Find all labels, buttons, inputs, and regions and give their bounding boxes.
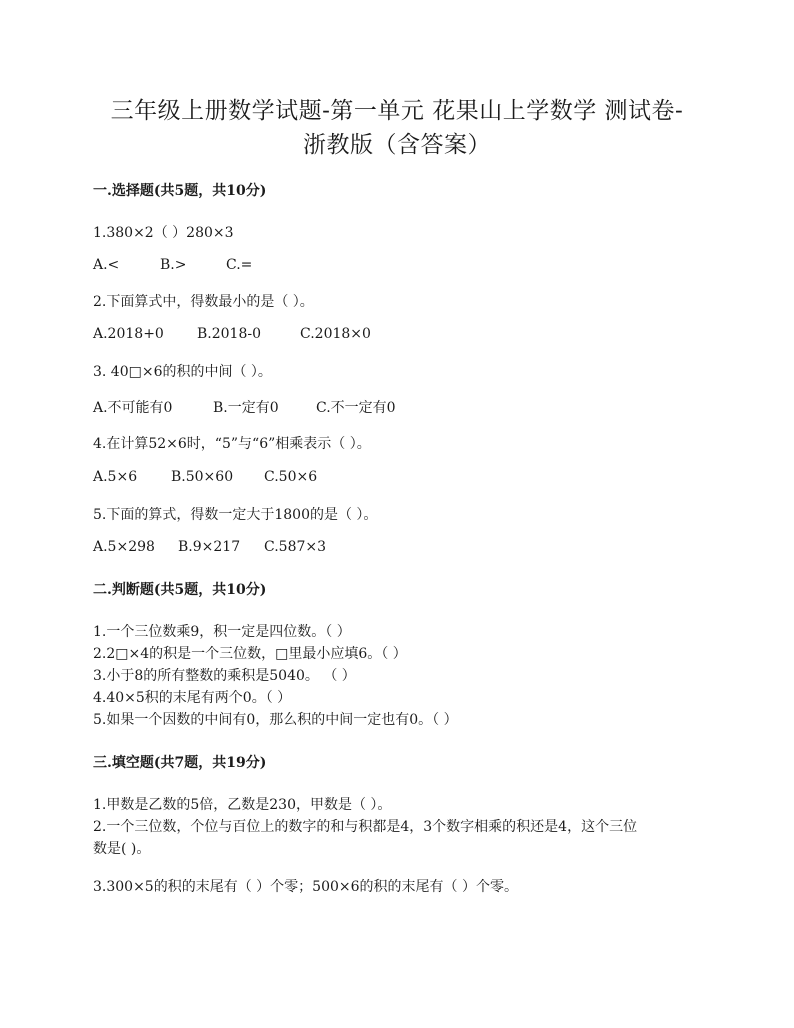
judgement-item: 1.一个三位数乘9，积一定是四位数。（ ） <box>93 624 351 640</box>
option-b: B.一定有0 <box>213 400 279 416</box>
section-heading-choice: 一.选择题(共5题，共10分) <box>93 183 267 199</box>
option-c: C.587×3 <box>264 539 327 555</box>
option-b: B.50×60 <box>171 469 234 485</box>
fill-blank-item: 2.一个三位数，个位与百位上的数字的和与积都是4，3个数字相乘的积还是4，这个三位 <box>93 819 638 835</box>
judgement-item: 4.40×5积的末尾有两个0。（ ） <box>93 690 292 706</box>
judgement-item: 5.如果一个因数的中间有0，那么积的中间一定也有0。（ ） <box>93 712 458 728</box>
document-title-line-2: 浙教版（含答案） <box>303 132 491 158</box>
judgement-item: 3.小于8的所有整数的乘积是5040。 （ ） <box>93 668 356 684</box>
option-b: B.> <box>160 257 187 273</box>
judgement-item: 2.2□×4的积是一个三位数，□里最小应填6。（ ） <box>93 646 407 662</box>
option-a: A.< <box>93 257 120 273</box>
section-heading-judgement: 二.判断题(共5题，共10分) <box>93 582 267 598</box>
option-b: B.2018-0 <box>197 326 262 342</box>
option-a: A.5×298 <box>93 539 155 555</box>
question-stem: 4.在计算52×6时，“5”与“6”相乘表示（ ）。 <box>93 436 371 452</box>
section-heading-fill-blank: 三.填空题(共7题，共19分) <box>93 755 267 771</box>
option-c: C.50×6 <box>264 469 318 485</box>
question-stem: 2.下面算式中，得数最小的是（ ）。 <box>93 294 314 310</box>
fill-blank-item-continued: 数是( )。 <box>93 841 151 857</box>
option-b: B.9×217 <box>178 539 241 555</box>
question-stem: 1.380×2（ ）280×3 <box>93 225 234 241</box>
option-a: A.不可能有0 <box>93 400 173 416</box>
question-stem: 5.下面的算式，得数一定大于1800的是（ ）。 <box>93 507 378 523</box>
document-title-line-1: 三年级上册数学试题-第一单元 花果山上学数学 测试卷- <box>110 98 684 124</box>
fill-blank-item: 1.甲数是乙数的5倍，乙数是230，甲数是（ ）。 <box>93 797 392 813</box>
option-a: A.5×6 <box>93 469 138 485</box>
option-a: A.2018+0 <box>93 326 164 342</box>
option-c: C.2018×0 <box>300 326 371 342</box>
fill-blank-item: 3.300×5的积的末尾有（ ）个零；500×6的积的末尾有（ ）个零。 <box>93 879 518 895</box>
question-stem: 3. 40□×6的积的中间（ ）。 <box>93 364 272 380</box>
option-c: C.不一定有0 <box>316 400 396 416</box>
option-c: C.= <box>226 257 253 273</box>
